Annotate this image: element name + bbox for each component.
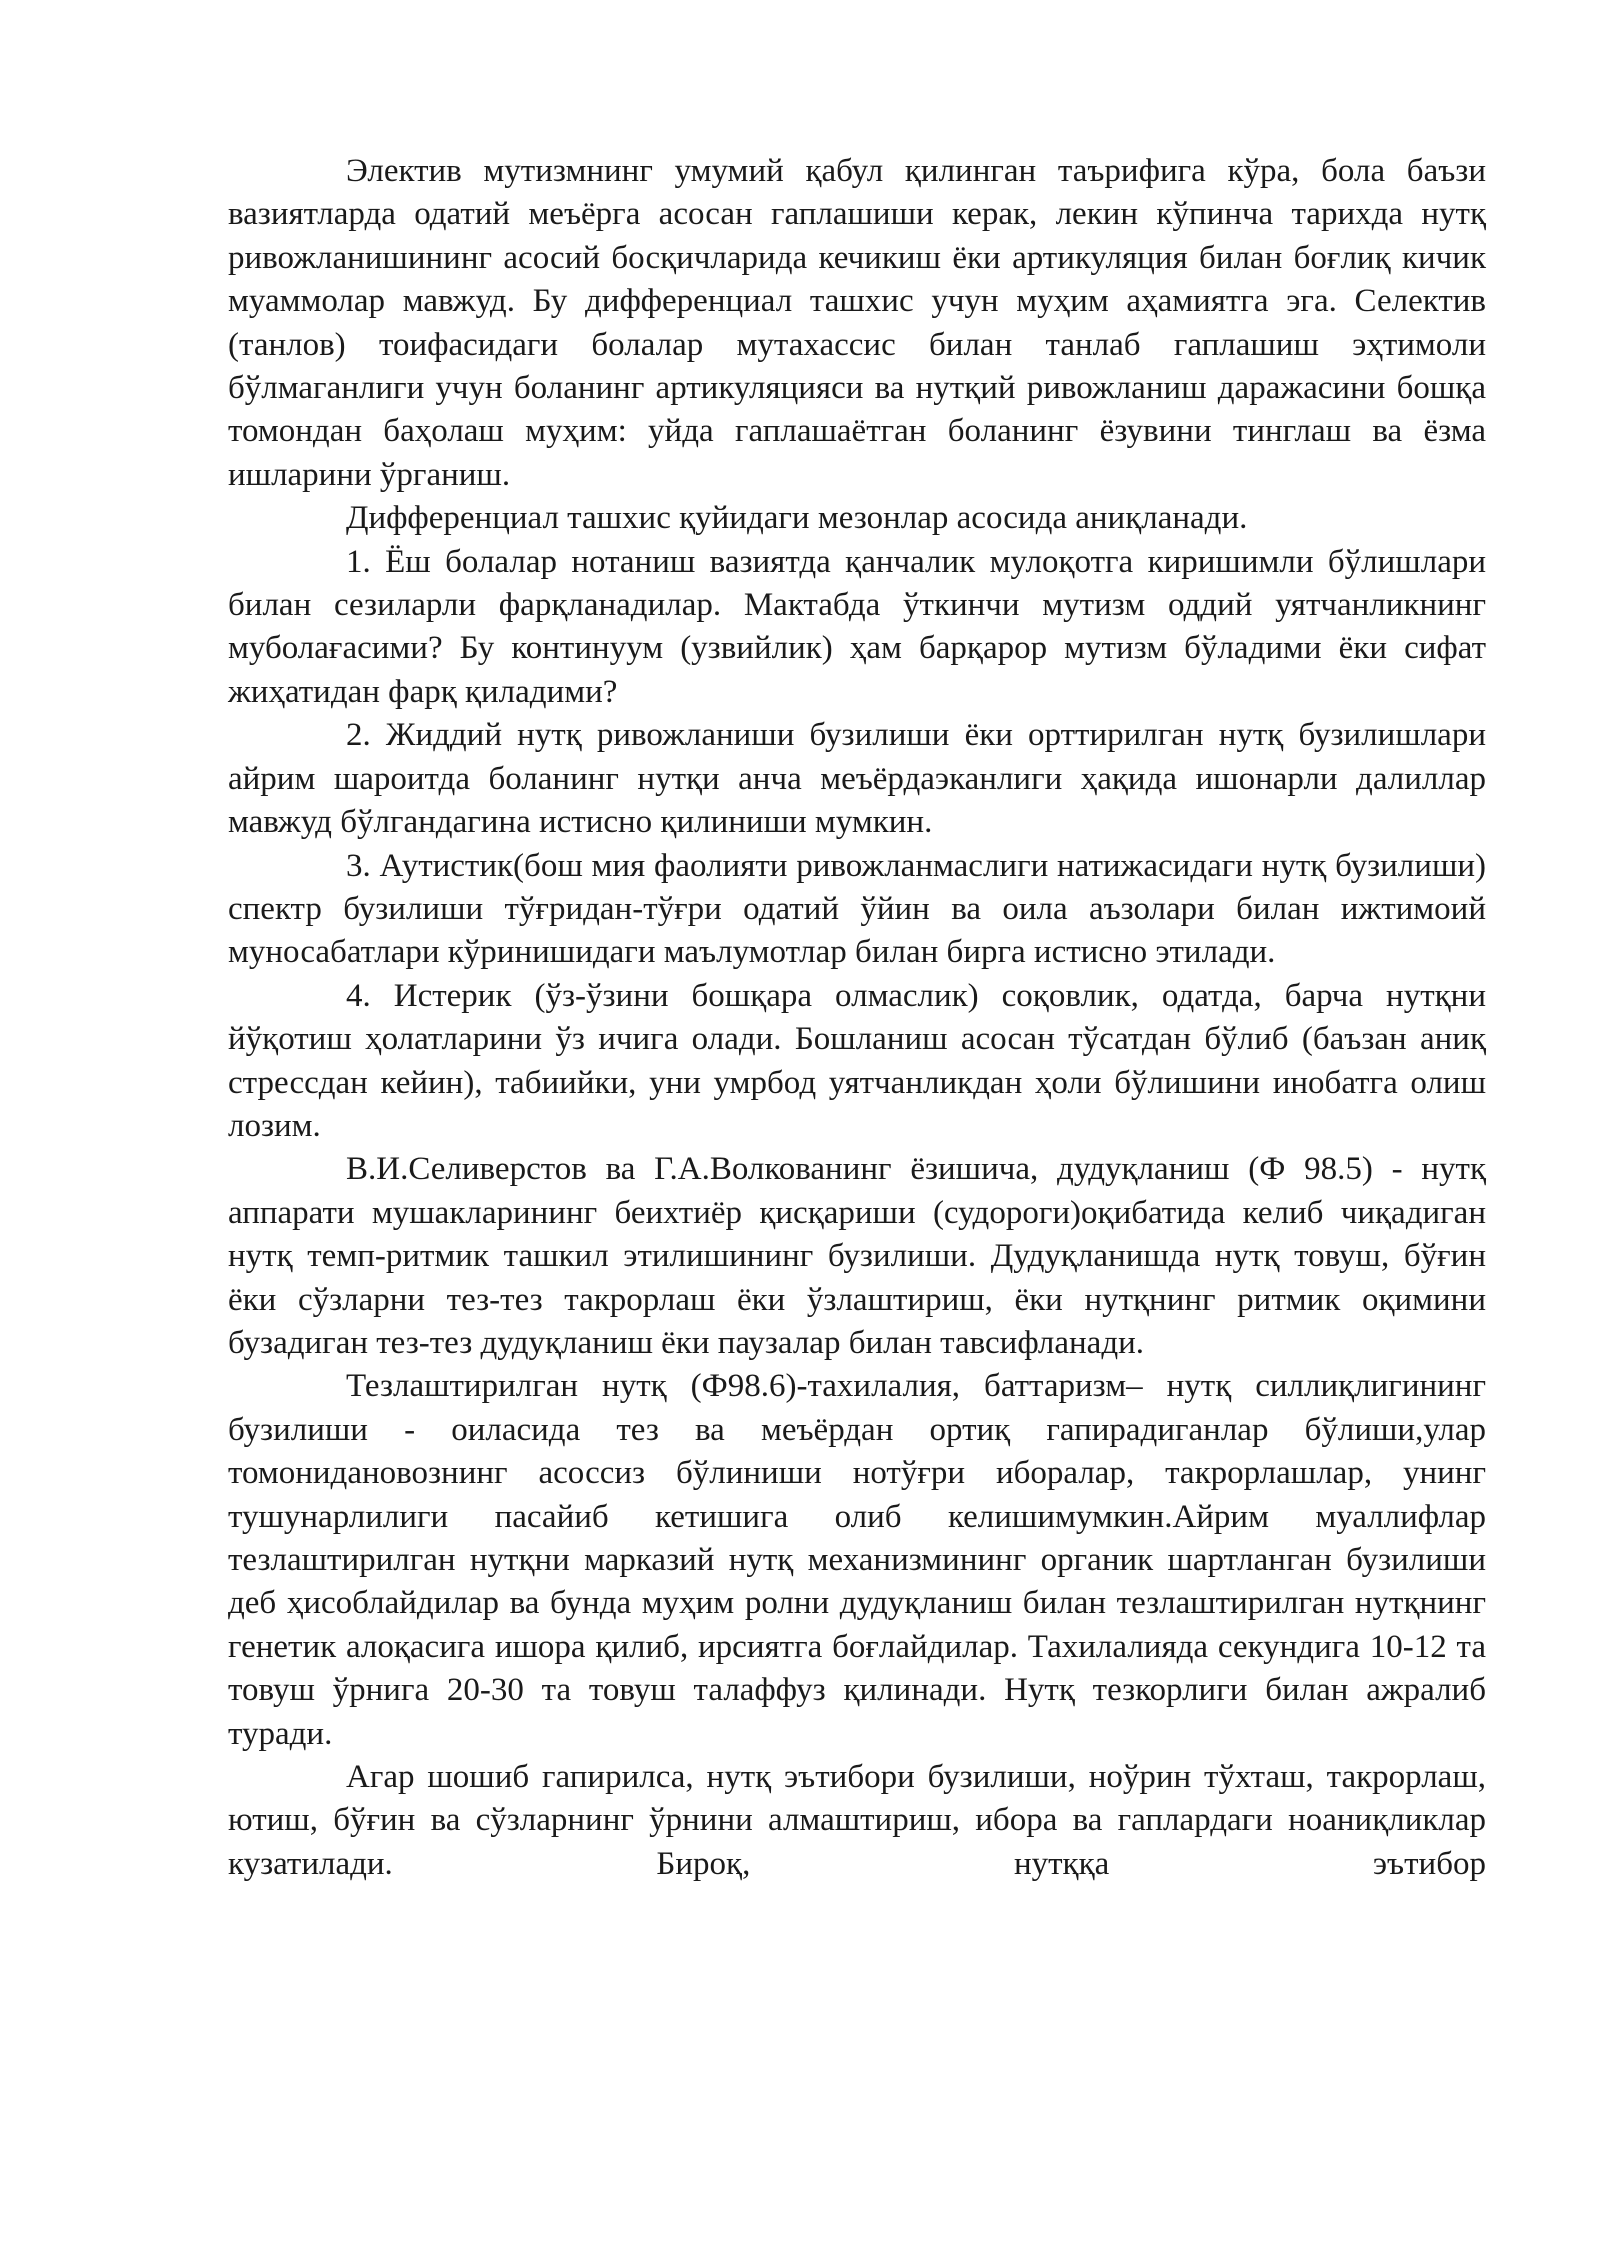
paragraph-stuttering: В.И.Селиверстов ва Г.А.Волкованинг ёзишича, дудуқланиш (Ф 98.5) - нутқ аппарати мушакларининг беихтиёр қисқариши (судороги)оқибатида келиб чиқадиган нутқ темп-ритмик ташкил этилишининг бузилиши. Дудуқланишда нутқ товуш, бўғин ёки сўзларни тез-тез такрорлаш ёки ўзлаштириш, ёки нутқнинг ритмик оқимини бузадиган тез-тез дудуқланиш ёки паузалар билан тавсифланади. <box>228 1151 1486 1361</box>
paragraph-differential-criteria-intro: Дифференциал ташхис қуйидаги мезонлар асосида аниқланади. <box>346 500 1248 537</box>
paragraph-criterion-4: 4. Истерик (ўз-ўзини бошқара олмаслик) соқовлик, одатда, барча нутқни йўқотиш ҳолатларини ўз ичига олади. Бошланиш асосан тўсатдан бўлиб (баъзан аниқ стрессдан кейин), табиийки, уни умрбод уятчанликдан ҳоли бўлишини инобатга олиш лозим. <box>228 977 1486 1144</box>
paragraph-criterion-1: 1. Ёш болалар нотаниш вазиятда қанчалик мулоқотга киришимли бўлишлари билан сезиларли фарқланадилар. Мактабда ўткинчи мутизм оддий уятчанликнинг муболағасими? Бу континуум (узвийлик) ҳам барқарор мутизм бўладими ёки сифат жиҳатидан фарқ қиладими? <box>228 543 1486 710</box>
paragraph-tachylalia: Тезлаштирилган нутқ (Ф98.6)-тахилалия, баттаризм– нутқ силлиқлигининг бузилиши - оиласида тез ва меъёрдан ортиқ гапирадиганлар бўлиши,улар томонидановознинг асоссиз бўлиниши нотўғри иборалар, такрорлашлар, унинг тушунарлилиги пасайиб кетишига олиб келишимумкин.Айрим муаллифлар тезлаштирилган нутқни марказий нутқ механизмининг органик шартланган бузилиши деб ҳисоблайдилар ва бунда муҳим ролни дудуқланиш билан тезлаштирилган нутқнинг генетик алоқасига ишора қилиб, ирсиятга боғлайдилар. Тахилалияда секундига 10-12 та товуш ўрнига 20-30 та товуш талаффуз қилинади. Нутқ тезкорлиги билан ажралиб туради. <box>228 1368 1486 1752</box>
paragraph-elective-mutism-definition: Электив мутизмнинг умумий қабул қилинган таърифига кўра, бола баъзи вазиятларда одатий меъёрга асосан гаплашиши керак, лекин кўпинча тарихда нутқ ривожланишининг асосий босқичларида кечикиш ёки артикуляция билан боғлиқ кичик муаммолар мавжуд. Бу дифференциал ташхис учун муҳим аҳамиятга эга. Селектив (танлов) тоифасидаги болалар мутахассис билан танлаб гаплашиш эҳтимоли бўлмаганлиги учун боланинг артикуляцияси ва нутқий ривожланиш даражасини бошқа томондан баҳолаш муҳим: уйда гаплашаётган боланинг ёзувини тинглаш ва ёзма ишларини ўрганиш. <box>228 153 1486 493</box>
paragraph-criterion-3: 3. Аутистик(бош мия фаолияти ривожланмаслиги натижасидаги нутқ бузилиши) спектр бузилиши тўғридан-тўғри одатий ўйин ва оила аъзолари билан ижтимоий муносабатлари кўринишидаги маълумотлар билан бирга истисно этилади. <box>228 847 1486 971</box>
document-page <box>228 150 1486 1886</box>
paragraph-criterion-2: 2. Жиддий нутқ ривожланиши бузилиши ёки орттирилган нутқ бузилишлари айрим шароитда боланинг нутқи анча меъёрдаэканлиги ҳақида ишонарли далиллар мавжуд бўлгандагина истисно қилиниши мумкин. <box>228 717 1486 841</box>
paragraph-hasty-speech: Агар шошиб гапирилса, нутқ эътибори бузилиши, ноўрин тўхташ, такрорлаш, ютиш, бўғин ва сўзларнинг ўрнини алмаштириш, ибора ва гаплардаги ноаниқликлар кузатилади. Бироқ, нутққа эътибор <box>228 1759 1486 1882</box>
